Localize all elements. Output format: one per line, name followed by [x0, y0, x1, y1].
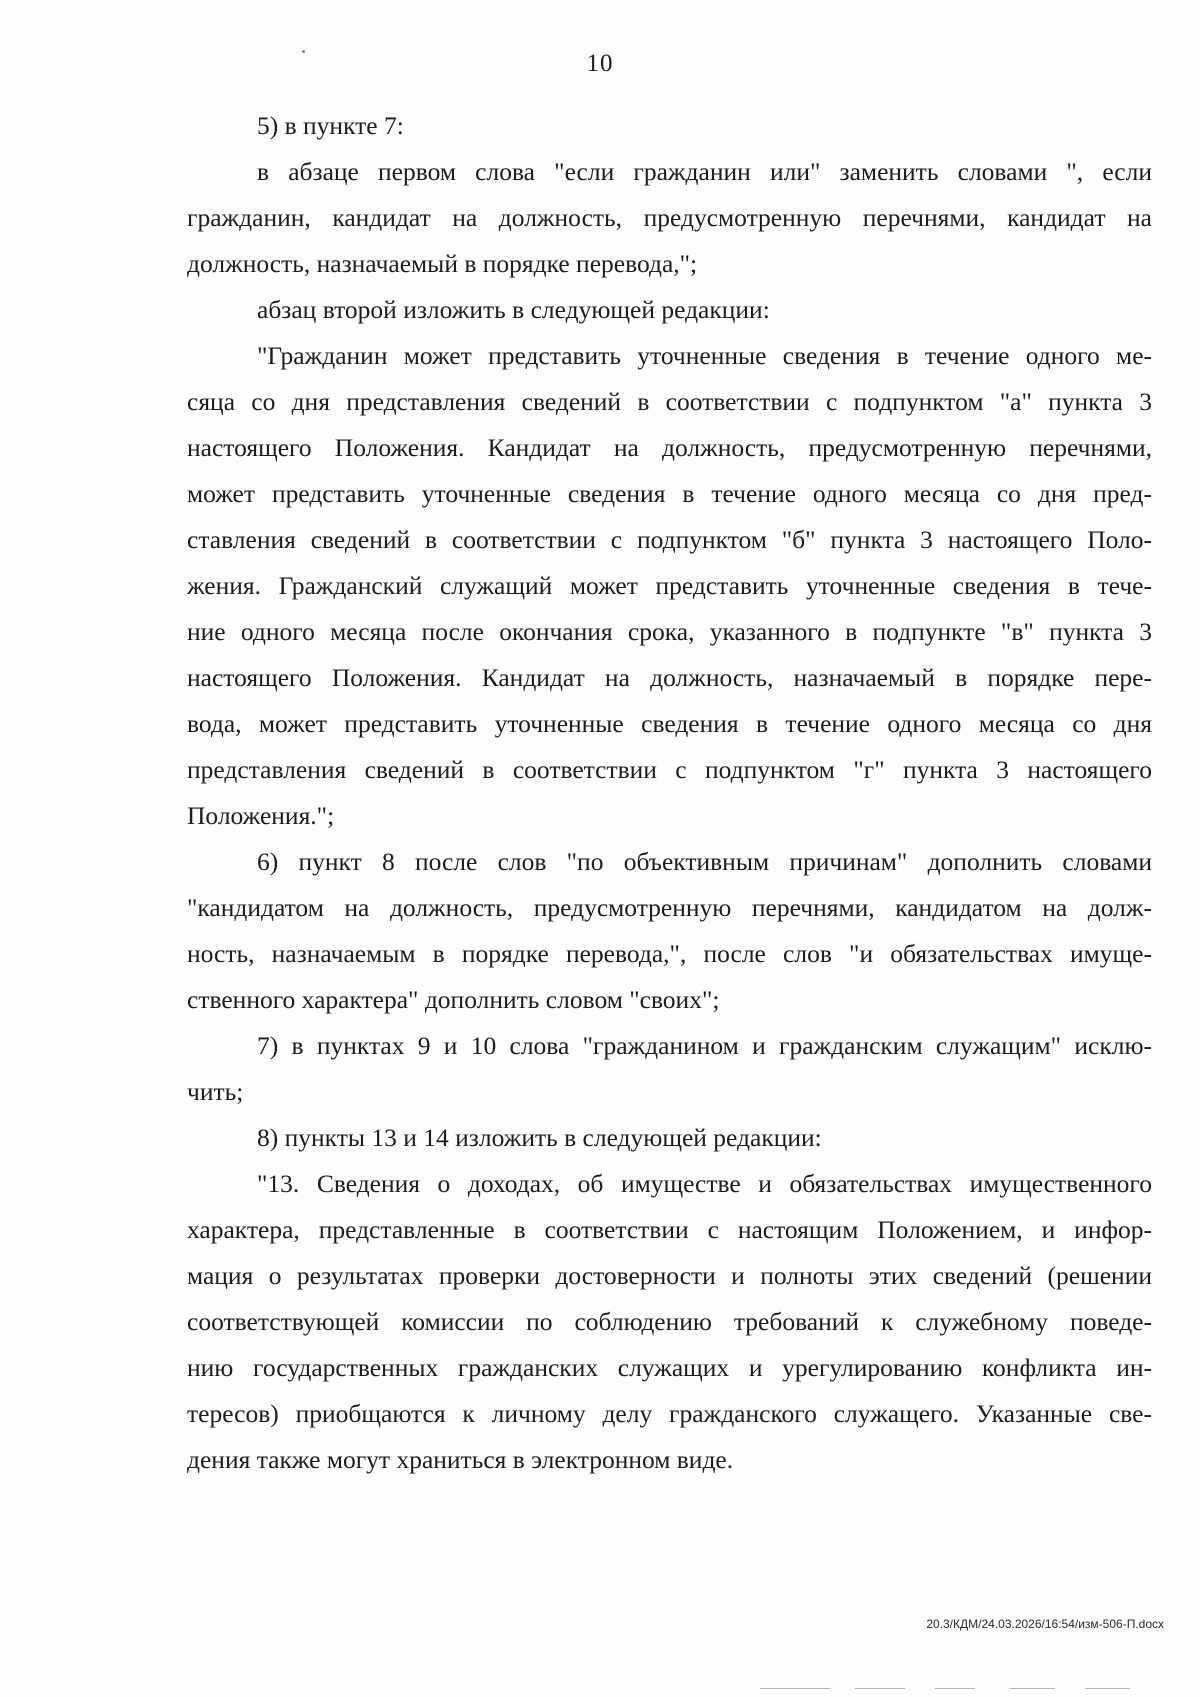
text-line: настоящего Положения. Кандидат на должность, назначаемый в порядке пере- — [187, 663, 1152, 692]
paragraph-second-abzac-intro — [187, 287, 1152, 333]
scan-speck — [302, 50, 305, 53]
text-line: соответствующей комиссии по соблюдению требований к служебному поведе- — [187, 1307, 1152, 1336]
page-number: 10 — [586, 50, 614, 77]
text-line: представления сведений в соответствии с подпунктом "г" пункта 3 настоящего — [187, 755, 1152, 784]
paragraph-item-7 — [187, 1023, 1152, 1115]
paragraph-item-8 — [187, 1115, 1152, 1161]
scan-dash — [1010, 1688, 1055, 1689]
text-line: 5) в пункте 7: — [257, 111, 404, 140]
text-line: сяца со дня представления сведений в соответствии с подпунктом "а" пункта 3 — [187, 387, 1152, 416]
scan-dash — [1085, 1688, 1130, 1689]
scan-dash — [760, 1688, 830, 1689]
text-line: 7) в пунктах 9 и 10 слова "гражданином и гражданским служащим" исклю- — [257, 1031, 1152, 1060]
text-line: жения. Гражданский служащий может представить уточненные сведения в тече- — [187, 571, 1152, 600]
paragraph-second-abzac-text — [187, 333, 1152, 839]
text-line: Положения."; — [187, 801, 335, 830]
paragraph-first-abzac-replace — [187, 149, 1152, 287]
text-line: характера, представленные в соответствии с настоящим Положением, и инфор- — [187, 1215, 1152, 1244]
scan-dash — [855, 1688, 905, 1689]
text-line: 6) пункт 8 после слов "по объективным причинам" дополнить словами — [257, 847, 1152, 876]
text-line: ственного характера" дополнить словом "своих"; — [187, 985, 720, 1014]
text-line: чить; — [187, 1077, 244, 1106]
text-line: может представить уточненные сведения в течение одного месяца со дня пред- — [187, 479, 1152, 508]
text-line: нию государственных гражданских служащих и урегулированию конфликта ин- — [187, 1353, 1152, 1382]
text-line: абзац второй изложить в следующей редакции: — [257, 295, 770, 324]
text-line: ность, назначаемым в порядке перевода,", после слов "и обязательствах имуще- — [187, 939, 1152, 968]
text-line: тересов) приобщаются к личному делу гражданского служащего. Указанные све- — [187, 1399, 1152, 1428]
text-line: "13. Сведения о доходах, об имуществе и обязательствах имущественного — [257, 1169, 1152, 1198]
paragraph-item-5 — [187, 103, 1152, 149]
text-line: "Гражданин может представить уточненные сведения в течение одного ме- — [257, 341, 1152, 370]
text-line: ние одного месяца после окончания срока, указанного в подпункте "в" пункта 3 — [187, 617, 1152, 646]
text-line: дения также могут храниться в электронном виде. — [187, 1445, 734, 1474]
paragraph-item-13-text — [187, 1161, 1152, 1483]
text-line: настоящего Положения. Кандидат на должность, предусмотренную перечнями, — [187, 433, 1152, 462]
text-line: гражданин, кандидат на должность, предусмотренную перечнями, кандидат на — [187, 203, 1152, 232]
paragraph-item-6 — [187, 839, 1152, 1023]
text-line: "кандидатом на должность, предусмотренную перечнями, кандидатом на долж- — [187, 893, 1152, 922]
text-line: вода, может представить уточненные сведения в течение одного месяца со дня — [187, 709, 1152, 738]
footer-file-reference: 20.3/КДМ/24.03.2026/16:54/изм-506-П.docx — [926, 1617, 1164, 1631]
scan-dash — [935, 1688, 975, 1689]
text-line: ставления сведений в соответствии с подпунктом "б" пункта 3 настоящего Поло- — [187, 525, 1152, 554]
text-line: 8) пункты 13 и 14 изложить в следующей редакции: — [257, 1123, 822, 1152]
text-line: мация о результатах проверки достоверности и полноты этих сведений (решении — [187, 1261, 1152, 1290]
text-line: должность, назначаемый в порядке перевода,"; — [187, 249, 698, 278]
text-line: в абзаце первом слова "если гражданин или" заменить словами ", если — [257, 157, 1152, 186]
document-body — [187, 103, 1152, 1483]
